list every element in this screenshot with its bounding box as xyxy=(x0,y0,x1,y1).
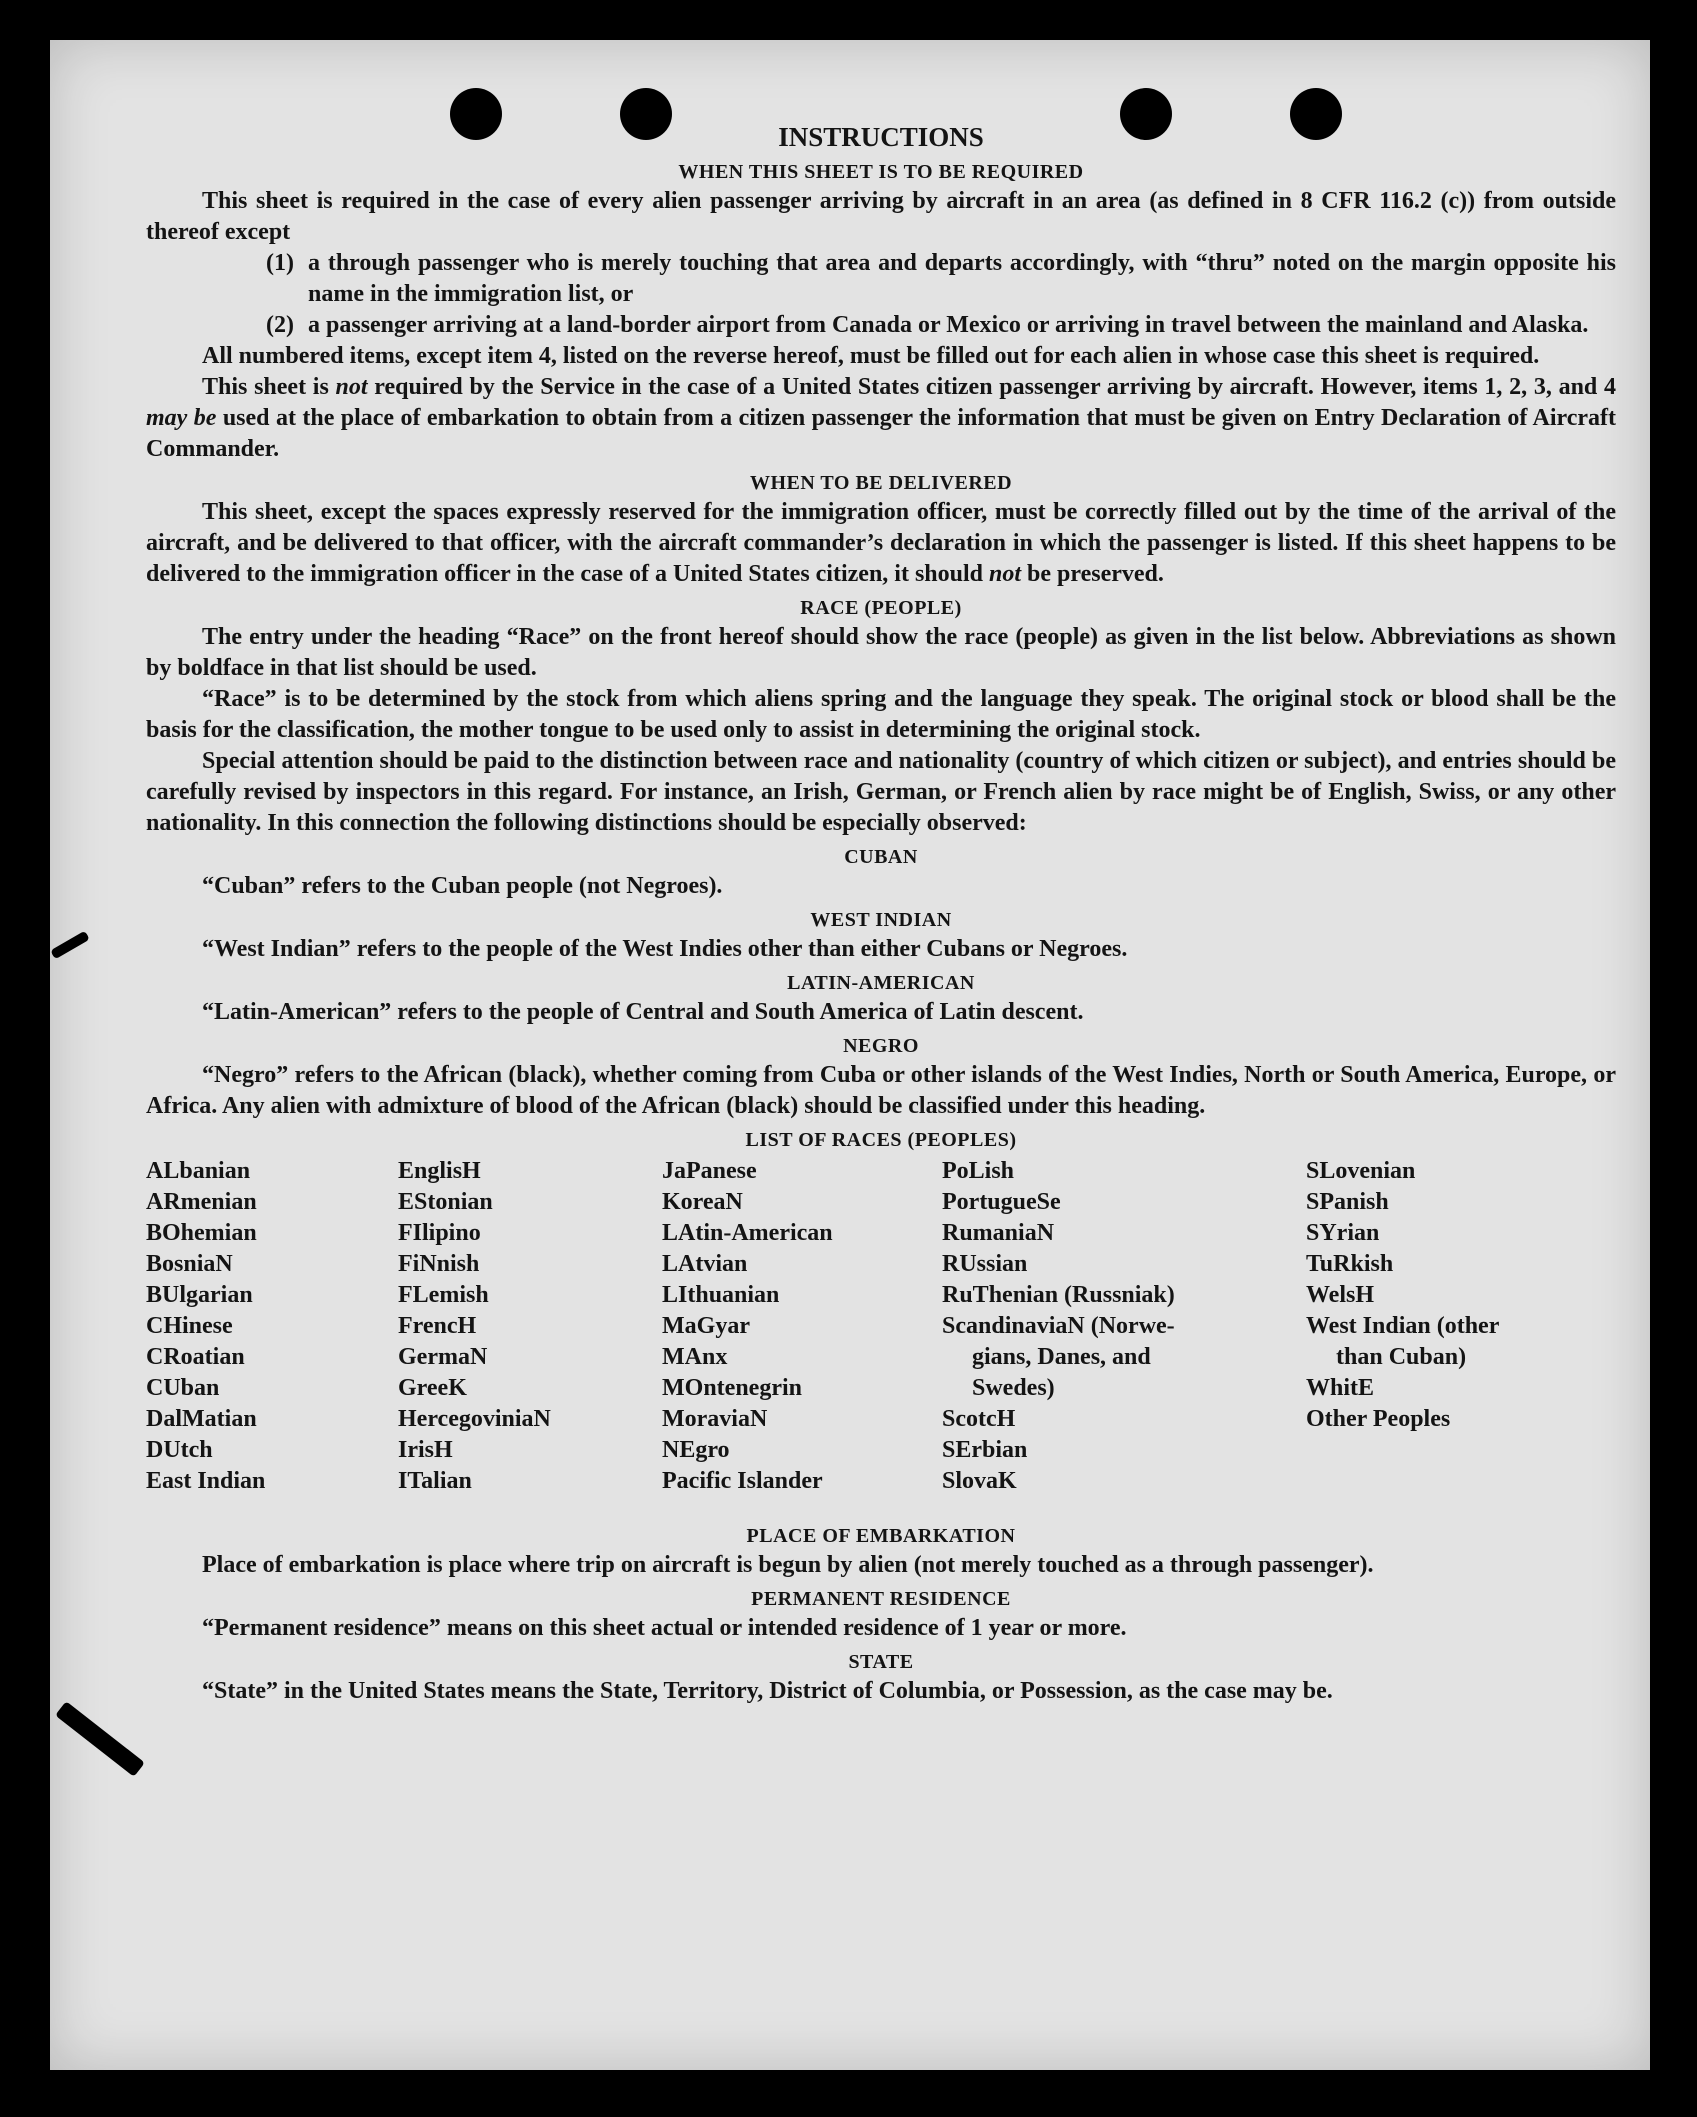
race-entry: BosniaN xyxy=(146,1251,233,1277)
section-heading-west-indian: WEST INDIAN xyxy=(810,909,952,931)
race-entry: East Indian xyxy=(146,1468,266,1494)
race-entry: BUlgarian xyxy=(146,1282,253,1308)
race-entry: CHinese xyxy=(146,1313,233,1339)
section-heading-embarkation: PLACE OF EMBARKATION xyxy=(746,1525,1016,1547)
race-entry: Swedes) xyxy=(972,1375,1055,1401)
section-heading-cuban: CUBAN xyxy=(844,846,918,868)
race-entry: MAnx xyxy=(662,1344,728,1370)
text-span: This sheet, except the spaces expressly reserved for the immigration officer, must be correctly filled out by the time of the arrival of the aircraft, and be delivered to that officer, with the aircraft commander’s declaration in which the passenger is listed. If this sheet happens to be delivered to the immigration officer in the case of a United States citizen, it should xyxy=(146,499,1616,587)
paragraph xyxy=(146,372,1616,465)
race-entry: EStonian xyxy=(398,1189,493,1215)
section-heading-when-required: WHEN THIS SHEET IS TO BE REQUIRED xyxy=(678,161,1084,183)
item-text: a passenger arriving at a land-border airport from Canada or Mexico or arriving in travel between the mainland and Alaska. xyxy=(308,312,1589,338)
text-span: required by the Service in the case of a United States citizen passenger arriving by aircraft. However, items 1, 2, 3, and 4 xyxy=(367,374,1616,400)
race-entry: TuRkish xyxy=(1306,1251,1394,1277)
race-entry: CRoatian xyxy=(146,1344,245,1370)
race-entry: SErbian xyxy=(942,1437,1028,1463)
paragraph xyxy=(146,497,1616,590)
race-entry: MoraviaN xyxy=(662,1406,768,1432)
document-sheet xyxy=(50,40,1650,2070)
paragraph: “State” in the United States means the State, Territory, District of Columbia, or Possession, as the case may be. xyxy=(202,1678,1333,1704)
race-entry: than Cuban) xyxy=(1336,1344,1467,1370)
emphasis: not xyxy=(335,374,368,400)
section-heading-residence: PERMANENT RESIDENCE xyxy=(751,1588,1011,1610)
race-column xyxy=(146,1156,265,1497)
section-heading-negro: NEGRO xyxy=(843,1035,919,1057)
race-entry: SLovenian xyxy=(1306,1158,1416,1184)
paragraph: “Permanent residence” means on this sheet actual or intended residence of 1 year or more. xyxy=(202,1615,1127,1641)
page-title: INSTRUCTIONS xyxy=(778,122,984,152)
race-entry: WelsH xyxy=(1306,1282,1375,1308)
race-entry: LIthuanian xyxy=(662,1282,780,1308)
race-entry: GermaN xyxy=(398,1344,488,1370)
race-entry: SPanish xyxy=(1306,1189,1389,1215)
paragraph: This sheet is required in the case of every alien passenger arriving by aircraft in an area (as defined in 8 CFR 116.2 (c)) from outside thereof except xyxy=(146,188,1616,245)
race-entry: ScandinaviaN (Norwe- xyxy=(942,1313,1175,1339)
paragraph: “Negro” refers to the African (black), whether coming from Cuba or other islands of the West Indies, North or South America, Europe, or Africa. Any alien with admixture of blood of the African (black) should be classified under this heading. xyxy=(146,1062,1616,1119)
item-number: (2) xyxy=(266,312,294,338)
race-entry: ITalian xyxy=(398,1468,472,1494)
race-entry: CUban xyxy=(146,1375,220,1401)
race-entry: FLemish xyxy=(398,1282,489,1308)
section-heading-race: RACE (PEOPLE) xyxy=(800,597,962,619)
paragraph: “West Indian” refers to the people of the West Indies other than either Cubans or Negroes. xyxy=(202,936,1128,962)
paragraph: The entry under the heading “Race” on the front hereof should show the race (people) as given in the list below. Abbreviations as shown by boldface in that list should be used. xyxy=(146,624,1616,681)
text-span: be preserved. xyxy=(1021,561,1164,587)
paragraph: Special attention should be paid to the distinction between race and nationality (country of which citizen or subject), and entries should be carefully revised by inspectors in this regard. For instance, an Irish, German, or French alien by race might be of English, Swiss, or any other nationality. In this connection the following distinctions should be especially observed: xyxy=(146,748,1616,836)
race-entry: PortugueSe xyxy=(942,1189,1061,1215)
race-entry: DUtch xyxy=(146,1437,213,1463)
race-entry: HercegoviniaN xyxy=(398,1406,551,1432)
race-entry: JaPanese xyxy=(662,1158,757,1184)
paragraph: Place of embarkation is place where trip on aircraft is begun by alien (not merely touched as a through passenger). xyxy=(202,1552,1374,1578)
section-heading-list-of-races: LIST OF RACES (PEOPLES) xyxy=(745,1129,1017,1151)
race-entry: PoLish xyxy=(942,1158,1015,1184)
section-heading-latin-american: LATIN-AMERICAN xyxy=(787,972,975,994)
emphasis: may be xyxy=(146,405,217,431)
race-entry: SYrian xyxy=(1306,1220,1380,1246)
paragraph: “Race” is to be determined by the stock from which aliens spring and the language they speak. The original stock or blood shall be the basis for the classification, the mother tongue to be used only to assist in determining the original stock. xyxy=(146,686,1616,743)
paragraph: All numbered items, except item 4, listed on the reverse hereof, must be filled out for each alien in whose case this sheet is required. xyxy=(202,343,1540,369)
list-item xyxy=(146,310,1616,341)
race-entry: RUssian xyxy=(942,1251,1028,1277)
race-entry: Other Peoples xyxy=(1306,1406,1451,1432)
race-entry: FrencH xyxy=(398,1313,477,1339)
ink-smudge xyxy=(55,1701,145,1777)
section-heading-when-delivered: WHEN TO BE DELIVERED xyxy=(749,472,1013,494)
race-column xyxy=(942,1156,1175,1497)
text-span: used at the place of embarkation to obtain from a citizen passenger the information that must be given on Entry Declaration of Aircraft Commander. xyxy=(146,405,1616,462)
race-entry: RumaniaN xyxy=(942,1220,1055,1246)
race-entry: DalMatian xyxy=(146,1406,257,1432)
list-item xyxy=(146,248,1616,310)
item-number: (1) xyxy=(266,250,294,276)
race-entry: FIlipino xyxy=(398,1220,481,1246)
race-entry: West Indian (other xyxy=(1306,1313,1500,1339)
race-column xyxy=(1306,1156,1499,1435)
race-column xyxy=(662,1156,833,1497)
race-entry: KoreaN xyxy=(662,1189,743,1215)
race-entry: ARmenian xyxy=(146,1189,257,1215)
paragraph: “Latin-American” refers to the people of Central and South America of Latin descent. xyxy=(202,999,1084,1025)
item-text: a through passenger who is merely touching that area and departs accordingly, with “thru” noted on the margin opposite his name in the immigration list, or xyxy=(308,250,1616,307)
race-entry: GreeK xyxy=(398,1375,467,1401)
race-entry: ALbanian xyxy=(146,1158,251,1184)
race-entry: MOntenegrin xyxy=(662,1375,802,1401)
race-entry: gians, Danes, and xyxy=(972,1344,1151,1370)
text-span: This sheet is xyxy=(202,374,336,400)
race-entry: IrisH xyxy=(398,1437,453,1463)
section-heading-state: STATE xyxy=(848,1651,914,1673)
race-entry: NEgro xyxy=(662,1437,730,1463)
race-entry: FiNnish xyxy=(398,1251,480,1277)
paragraph: “Cuban” refers to the Cuban people (not Negroes). xyxy=(202,873,723,899)
emphasis: not xyxy=(989,561,1022,587)
instructions-content xyxy=(146,120,1616,1707)
race-entry: SlovaK xyxy=(942,1468,1017,1494)
ink-smudge xyxy=(50,931,90,960)
race-column xyxy=(398,1156,551,1497)
race-entry: LAtvian xyxy=(662,1251,748,1277)
race-entry: BOhemian xyxy=(146,1220,257,1246)
race-entry: MaGyar xyxy=(662,1313,750,1339)
race-entry: WhitE xyxy=(1306,1375,1375,1401)
race-list xyxy=(146,1156,1616,1518)
race-entry: ScotcH xyxy=(942,1406,1016,1432)
race-entry: LAtin-American xyxy=(662,1220,833,1246)
race-entry: EnglisH xyxy=(398,1158,481,1184)
race-entry: Pacific Islander xyxy=(662,1468,823,1494)
race-entry: RuThenian (Russniak) xyxy=(942,1282,1175,1308)
